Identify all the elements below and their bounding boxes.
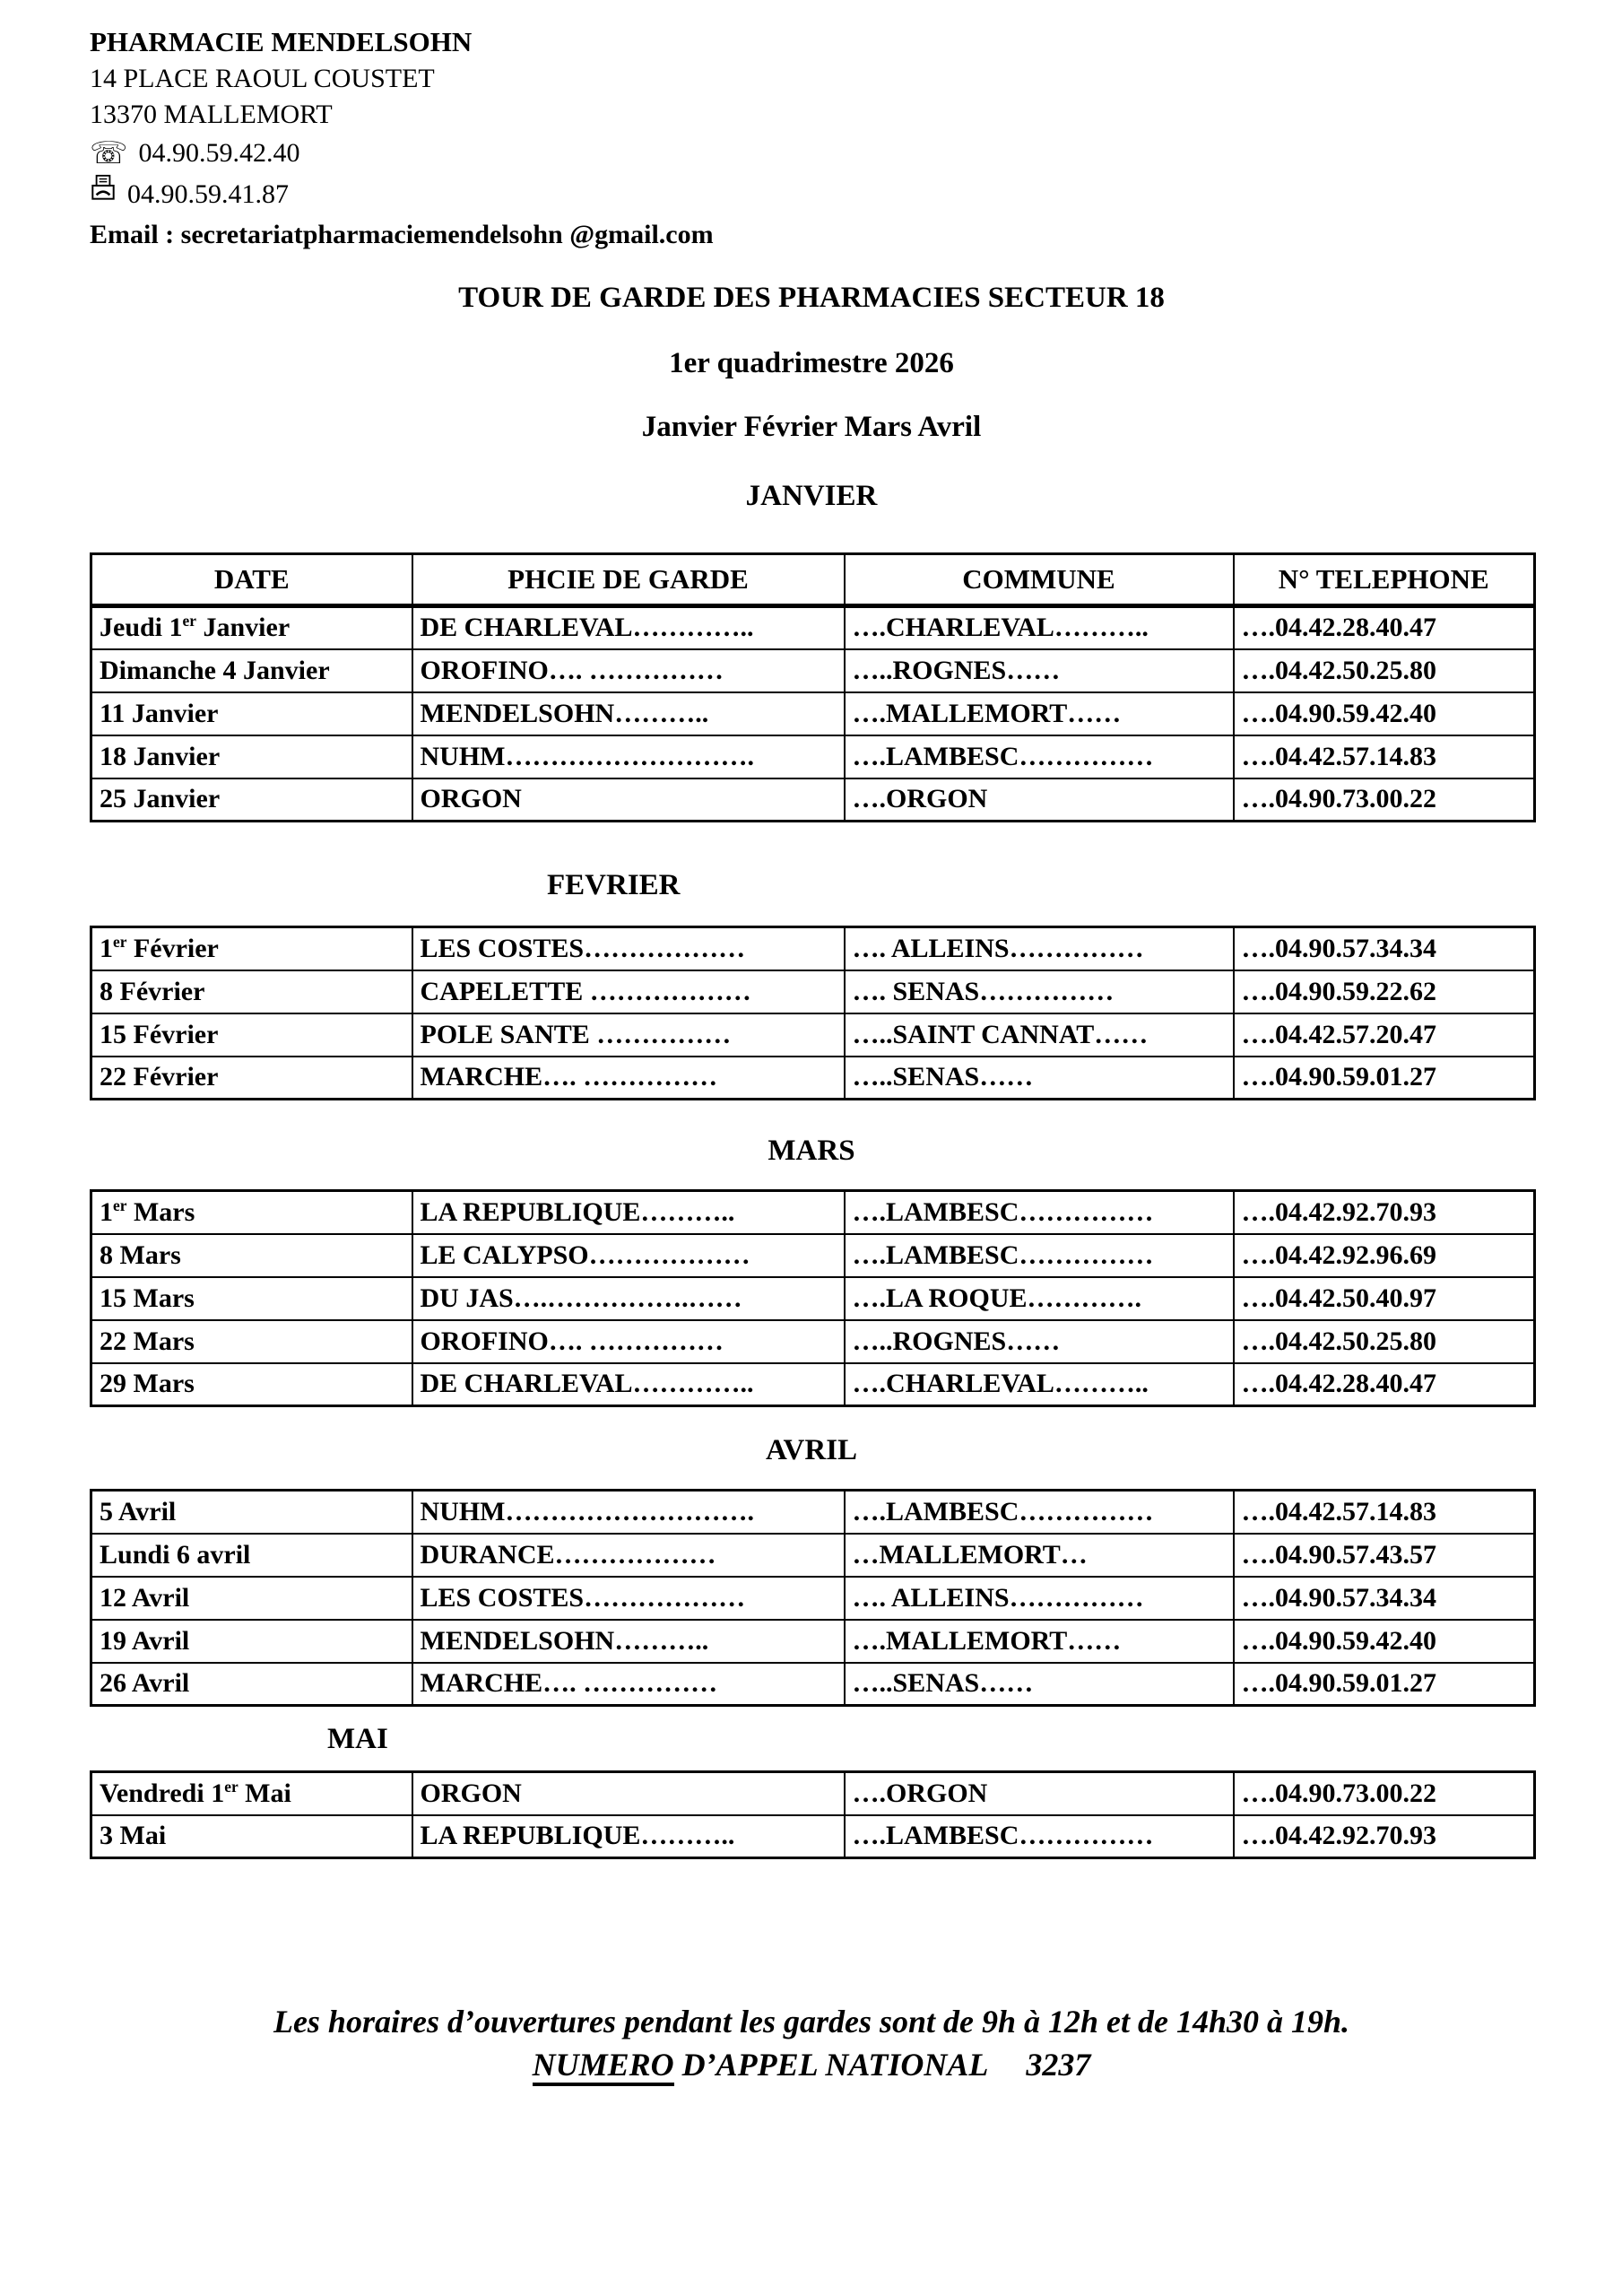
phone-cell: ….04.90.59.42.40 bbox=[1234, 692, 1535, 735]
date-cell: 29 Mars bbox=[91, 1363, 412, 1406]
phone-cell: ….04.90.59.42.40 bbox=[1234, 1620, 1535, 1663]
date-cell: 22 Février bbox=[91, 1057, 412, 1100]
table-row bbox=[91, 1013, 1535, 1057]
phone-number: 04.90.59.42.40 bbox=[138, 138, 300, 168]
commune-cell: …..SENAS…… bbox=[845, 1057, 1234, 1100]
date-cell: 15 Mars bbox=[91, 1277, 412, 1320]
phone-cell: ….04.42.92.70.93 bbox=[1234, 1815, 1535, 1858]
phone-cell: ….04.90.57.34.34 bbox=[1234, 927, 1535, 970]
pharmacy-cell: POLE SANTE …………… bbox=[412, 1013, 845, 1057]
duty-table-mai bbox=[90, 1770, 1536, 1859]
month-title-janvier: JANVIER bbox=[745, 480, 878, 512]
address-line-1: 14 PLACE RAOUL COUSTET bbox=[90, 64, 435, 93]
pharmacy-cell: LA REPUBLIQUE……….. bbox=[412, 1815, 845, 1858]
phone-cell: ….04.90.59.01.27 bbox=[1234, 1057, 1535, 1100]
national-number-line bbox=[90, 2046, 1533, 2083]
national-number-label-underlined: NUMERO bbox=[533, 2047, 674, 2086]
pharmacy-cell: DE CHARLEVAL………….. bbox=[412, 1363, 845, 1406]
phone-cell: ….04.42.57.14.83 bbox=[1234, 735, 1535, 778]
table-row bbox=[91, 1620, 1535, 1663]
date-cell: 18 Janvier bbox=[91, 735, 412, 778]
commune-cell: ….MALLEMORT…… bbox=[845, 1620, 1234, 1663]
phone-cell: ….04.90.73.00.22 bbox=[1234, 1772, 1535, 1815]
pharmacy-cell: LES COSTES……………… bbox=[412, 1577, 845, 1620]
table-row bbox=[91, 1191, 1535, 1234]
date-cell: 12 Avril bbox=[91, 1577, 412, 1620]
quarter-subtitle: 1er quadrimestre 2026 bbox=[669, 347, 954, 379]
duty-table-mars bbox=[90, 1189, 1536, 1407]
phone-cell: ….04.90.59.22.62 bbox=[1234, 970, 1535, 1013]
pharmacy-cell: MENDELSOHN……….. bbox=[412, 692, 845, 735]
phone-cell: ….04.42.28.40.47 bbox=[1234, 606, 1535, 649]
months-subtitle: Janvier Février Mars Avril bbox=[641, 411, 982, 443]
pharmacy-cell: CAPELETTE ……………… bbox=[412, 970, 845, 1013]
phone-cell: ….04.42.57.20.47 bbox=[1234, 1013, 1535, 1057]
commune-cell: …. ALLEINS…………… bbox=[845, 927, 1234, 970]
date-cell: 1er Mars bbox=[91, 1191, 412, 1234]
col-header-phone: N° TELEPHONE bbox=[1234, 554, 1535, 606]
duty-table-janvier bbox=[90, 552, 1536, 822]
pharmacy-cell: ORGON bbox=[412, 1772, 845, 1815]
date-cell: 11 Janvier bbox=[91, 692, 412, 735]
phone-cell: ….04.42.50.25.80 bbox=[1234, 1320, 1535, 1363]
month-title-mai: MAI bbox=[327, 1723, 388, 1755]
table-row bbox=[91, 1363, 1535, 1406]
pharmacy-cell: DU JAS….…………….…… bbox=[412, 1277, 845, 1320]
email-label: Email : bbox=[90, 220, 181, 249]
date-cell: 3 Mai bbox=[91, 1815, 412, 1858]
commune-cell: …MALLEMORT… bbox=[845, 1534, 1234, 1577]
pharmacy-cell: DE CHARLEVAL………….. bbox=[412, 606, 845, 649]
date-cell: 8 Mars bbox=[91, 1234, 412, 1277]
email-value: secretariatpharmaciemendelsohn @gmail.com bbox=[180, 220, 714, 249]
national-number-label-rest: D’APPEL NATIONAL bbox=[673, 2047, 989, 2083]
month-title-avril: AVRIL bbox=[765, 1434, 858, 1466]
commune-cell: ….LAMBESC…………… bbox=[845, 1191, 1234, 1234]
pharmacy-cell: LA REPUBLIQUE……….. bbox=[412, 1191, 845, 1234]
table-row bbox=[91, 778, 1535, 822]
date-cell: 15 Février bbox=[91, 1013, 412, 1057]
commune-cell: ….MALLEMORT…… bbox=[845, 692, 1234, 735]
commune-cell: ….LAMBESC…………… bbox=[845, 735, 1234, 778]
date-cell: Jeudi 1er Janvier bbox=[91, 606, 412, 649]
phone-cell: ….04.42.28.40.47 bbox=[1234, 1363, 1535, 1406]
date-cell: Lundi 6 avril bbox=[91, 1534, 412, 1577]
table-row bbox=[91, 1491, 1535, 1534]
date-cell: Dimanche 4 Janvier bbox=[91, 649, 412, 692]
duty-table-avril bbox=[90, 1489, 1536, 1707]
date-cell: 8 Février bbox=[91, 970, 412, 1013]
col-header-pharmacy: PHCIE DE GARDE bbox=[412, 554, 845, 606]
date-cell: 26 Avril bbox=[91, 1663, 412, 1706]
commune-cell: ….ORGON bbox=[845, 778, 1234, 822]
table-row bbox=[91, 1277, 1535, 1320]
table-row bbox=[91, 1534, 1535, 1577]
phone-cell: ….04.90.59.01.27 bbox=[1234, 1663, 1535, 1706]
pharmacy-cell: OROFINO…. …………… bbox=[412, 649, 845, 692]
date-cell: 5 Avril bbox=[91, 1491, 412, 1534]
phone-cell: ….04.90.57.43.57 bbox=[1234, 1534, 1535, 1577]
fax-icon bbox=[90, 174, 117, 215]
table-row bbox=[91, 1057, 1535, 1100]
table-row bbox=[91, 692, 1535, 735]
table-row bbox=[91, 1815, 1535, 1858]
phone-cell: ….04.90.73.00.22 bbox=[1234, 778, 1535, 822]
commune-cell: ….CHARLEVAL……….. bbox=[845, 606, 1234, 649]
table-row bbox=[91, 1577, 1535, 1620]
national-number-value: 3237 bbox=[1026, 2047, 1091, 2083]
commune-cell: …..SENAS…… bbox=[845, 1663, 1234, 1706]
commune-cell: …..ROGNES…… bbox=[845, 649, 1234, 692]
month-title-mars: MARS bbox=[768, 1135, 855, 1167]
fax-line bbox=[90, 174, 1533, 215]
email-line bbox=[90, 215, 1533, 255]
pharmacy-cell: NUHM………………………. bbox=[412, 735, 845, 778]
col-header-commune: COMMUNE bbox=[845, 554, 1234, 606]
phone-cell: ….04.42.50.40.97 bbox=[1234, 1277, 1535, 1320]
date-cell: Vendredi 1er Mai bbox=[91, 1772, 412, 1815]
col-header-date: DATE bbox=[91, 554, 412, 606]
commune-cell: …..SAINT CANNAT…… bbox=[845, 1013, 1234, 1057]
phone-line bbox=[90, 133, 1533, 174]
table-row bbox=[91, 927, 1535, 970]
commune-cell: …. SENAS…………… bbox=[845, 970, 1234, 1013]
phone-cell: ….04.42.92.96.69 bbox=[1234, 1234, 1535, 1277]
pharmacy-cell: OROFINO…. …………… bbox=[412, 1320, 845, 1363]
commune-cell: ….LAMBESC…………… bbox=[845, 1815, 1234, 1858]
commune-cell: ….LA ROQUE…………. bbox=[845, 1277, 1234, 1320]
commune-cell: ….LAMBESC…………… bbox=[845, 1234, 1234, 1277]
commune-cell: ….ORGON bbox=[845, 1772, 1234, 1815]
table-header-row bbox=[91, 554, 1535, 606]
commune-cell: …. ALLEINS…………… bbox=[845, 1577, 1234, 1620]
table-row bbox=[91, 1772, 1535, 1815]
document-title: TOUR DE GARDE DES PHARMACIES SECTEUR 18 bbox=[458, 282, 1165, 314]
phone-cell: ….04.42.50.25.80 bbox=[1234, 649, 1535, 692]
phone-cell: ….04.90.57.34.34 bbox=[1234, 1577, 1535, 1620]
pharmacy-cell: NUHM………………………. bbox=[412, 1491, 845, 1534]
commune-cell: …..ROGNES…… bbox=[845, 1320, 1234, 1363]
pharmacy-cell: DURANCE……………… bbox=[412, 1534, 845, 1577]
commune-cell: ….LAMBESC…………… bbox=[845, 1491, 1234, 1534]
commune-cell: ….CHARLEVAL……….. bbox=[845, 1363, 1234, 1406]
duty-table-fevrier bbox=[90, 926, 1536, 1100]
pharmacy-cell: MENDELSOHN……….. bbox=[412, 1620, 845, 1663]
pharmacy-cell: LES COSTES……………… bbox=[412, 927, 845, 970]
month-title-fevrier: FEVRIER bbox=[547, 869, 681, 901]
pharmacy-cell: LE CALYPSO……………… bbox=[412, 1234, 845, 1277]
table-row bbox=[91, 1234, 1535, 1277]
date-cell: 25 Janvier bbox=[91, 778, 412, 822]
pharmacy-cell: MARCHE…. …………… bbox=[412, 1057, 845, 1100]
table-row bbox=[91, 735, 1535, 778]
table-row bbox=[91, 1320, 1535, 1363]
date-cell: 1er Février bbox=[91, 927, 412, 970]
date-cell: 19 Avril bbox=[91, 1620, 412, 1663]
telephone-icon: ☏ bbox=[90, 135, 128, 171]
date-cell: 22 Mars bbox=[91, 1320, 412, 1363]
table-row bbox=[91, 970, 1535, 1013]
table-row bbox=[91, 606, 1535, 649]
phone-cell: ….04.42.92.70.93 bbox=[1234, 1191, 1535, 1234]
table-row bbox=[91, 1663, 1535, 1706]
address-line-2: 13370 MALLEMORT bbox=[90, 100, 333, 129]
table-row bbox=[91, 649, 1535, 692]
pharmacy-name: PHARMACIE MENDELSOHN bbox=[90, 26, 473, 57]
pharmacy-cell: MARCHE…. …………… bbox=[412, 1663, 845, 1706]
pharmacy-cell: ORGON bbox=[412, 778, 845, 822]
fax-number: 04.90.59.41.87 bbox=[127, 179, 289, 209]
opening-hours-note: Les horaires d’ouvertures pendant les gardes sont de 9h à 12h et de 14h30 à 19h. bbox=[273, 2004, 1350, 2039]
phone-cell: ….04.42.57.14.83 bbox=[1234, 1491, 1535, 1534]
letterhead bbox=[90, 23, 1533, 255]
